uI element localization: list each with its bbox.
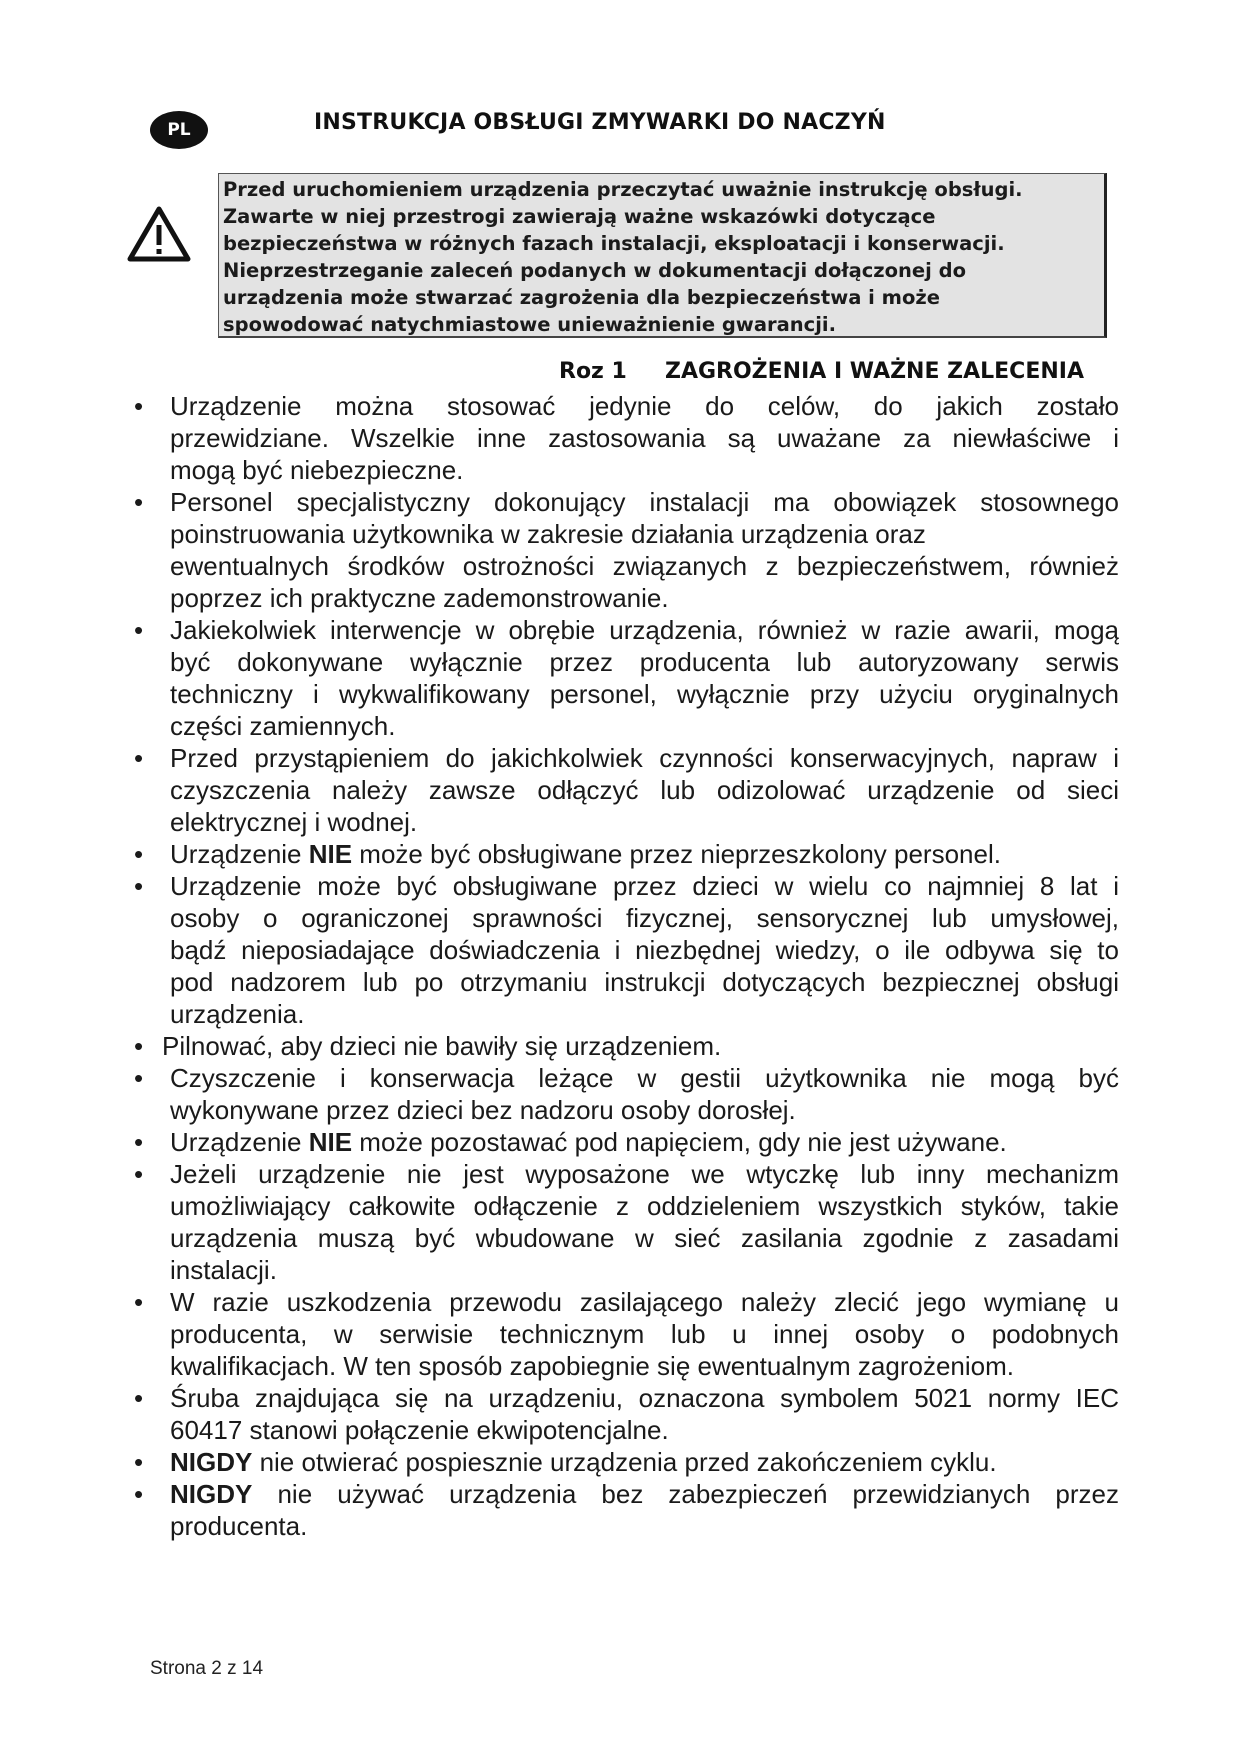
warning-triangle-icon bbox=[127, 205, 191, 263]
list-item-line: części zamiennych. bbox=[170, 711, 396, 741]
bullet-icon: • bbox=[134, 839, 144, 869]
list-item-line: Personel specjalistyczny dokonujący instalacji ma obowiązek stosownego bbox=[170, 487, 1119, 517]
chapter-heading bbox=[559, 359, 1119, 384]
list-item-line bbox=[170, 1446, 1119, 1478]
list-item-line: mogą być niebezpieczne. bbox=[170, 455, 464, 485]
document-title: INSTRUKCJA OBSŁUGI ZMYWARKI DO NACZYŃ bbox=[314, 110, 886, 135]
emphasis-text: NIGDY bbox=[170, 1447, 253, 1477]
warning-box bbox=[218, 173, 1107, 338]
bullet-icon: • bbox=[134, 487, 144, 517]
warning-line: bezpieczeństwa w różnych fazach instalacji, eksploatacji i konserwacji. bbox=[223, 232, 1005, 255]
list-item bbox=[130, 1062, 1119, 1126]
list-item-line: urządzenia. bbox=[170, 999, 305, 1029]
emphasis-text: NIE bbox=[308, 1127, 353, 1157]
warning-line: Przed uruchomieniem urządzenia przeczytać uważnie instrukcję obsługi. bbox=[223, 178, 1023, 201]
language-badge: PL bbox=[150, 111, 208, 149]
list-item-line: pod nadzorem lub po otrzymaniu instrukcji dotyczących bezpiecznej obsługi bbox=[170, 967, 1119, 997]
page-number: Strona 2 z 14 bbox=[150, 1658, 264, 1679]
list-item-line: producenta, w serwisie technicznym lub u innej osoby o podobnych bbox=[170, 1319, 1119, 1349]
warning-line: Zawarte w niej przestrogi zawierają ważne wskazówki dotyczące bbox=[223, 205, 936, 228]
list-item-line: Urządzenie może być obsługiwane przez dzieci w wielu co najmniej 8 lat i bbox=[170, 871, 1119, 901]
list-item-line: Czyszczenie i konserwacja leżące w gestii użytkownika nie mogą być bbox=[170, 1063, 1119, 1093]
list-item bbox=[130, 1030, 1119, 1062]
list-item-line: poprzez ich praktyczne zademonstrowanie. bbox=[170, 583, 669, 613]
list-item-line: urządzenia muszą być wbudowane w sieć zasilania zgodnie z zasadami bbox=[170, 1223, 1119, 1253]
bullet-icon: • bbox=[134, 1031, 144, 1061]
text-run: Urządzenie bbox=[170, 1127, 309, 1157]
warning-line: Nieprzestrzeganie zaleceń podanych w dokumentacji dołączonej do bbox=[223, 259, 966, 282]
list-item bbox=[130, 742, 1119, 838]
bullet-icon: • bbox=[134, 615, 144, 645]
text-run: Urządzenie bbox=[170, 839, 309, 869]
list-item-line: poinstruowania użytkownika w zakresie działania urządzenia oraz bbox=[170, 519, 926, 549]
list-item-line: Jakiekolwiek interwencje w obrębie urządzenia, również w razie awarii, mogą bbox=[170, 615, 1119, 645]
bullet-icon: • bbox=[134, 743, 144, 773]
list-item-line: producenta. bbox=[170, 1511, 308, 1541]
text-run: nie otwierać pospiesznie urządzenia przed zakończeniem cyklu. bbox=[252, 1447, 997, 1477]
list-item-line: Pilnować, aby dzieci nie bawiły się urządzeniem. bbox=[162, 1031, 722, 1061]
list-item bbox=[130, 1286, 1119, 1382]
text-run: może pozostawać pod napięciem, gdy nie jest używane. bbox=[352, 1127, 1007, 1157]
list-item-line: Przed przystąpieniem do jakichkolwiek czynności konserwacyjnych, napraw i bbox=[170, 743, 1119, 773]
list-item-line: Śruba znajdująca się na urządzeniu, oznaczona symbolem 5021 normy IEC bbox=[170, 1383, 1119, 1413]
list-item-line: instalacji. bbox=[170, 1255, 277, 1285]
list-item-line: elektrycznej i wodnej. bbox=[170, 807, 418, 837]
list-item-line: umożliwiający całkowite odłączenie z oddzieleniem wszystkich styków, takie bbox=[170, 1191, 1119, 1221]
list-item-line bbox=[170, 1478, 1119, 1510]
warning-line: urządzenia może stwarzać zagrożenia dla bezpieczeństwa i może bbox=[223, 286, 940, 309]
list-item-line: W razie uszkodzenia przewodu zasilającego należy zlecić jego wymianę u bbox=[170, 1287, 1119, 1317]
emphasis-text: NIGDY bbox=[170, 1479, 253, 1509]
list-item bbox=[130, 1478, 1119, 1542]
bullet-icon: • bbox=[134, 1287, 144, 1317]
list-item bbox=[130, 838, 1119, 870]
list-item-line: 60417 stanowi połączenie ekwipotencjalne. bbox=[170, 1415, 669, 1445]
list-item-line bbox=[170, 838, 1119, 870]
list-item bbox=[130, 1126, 1119, 1158]
text-run: może być obsługiwane przez nieprzeszkolony personel. bbox=[352, 839, 1001, 869]
list-item bbox=[130, 1382, 1119, 1446]
warning-line: spowodować natychmiastowe unieważnienie gwarancji. bbox=[223, 313, 836, 336]
bullet-icon: • bbox=[134, 871, 144, 901]
bullet-icon: • bbox=[134, 1383, 144, 1413]
list-item bbox=[130, 870, 1119, 1030]
chapter-number: Roz 1 bbox=[559, 359, 627, 384]
list-item-line: techniczny i wykwalifikowany personel, wyłącznie przy użyciu oryginalnych bbox=[170, 679, 1119, 709]
list-item bbox=[130, 614, 1119, 742]
bullet-icon: • bbox=[134, 391, 144, 421]
bullet-icon: • bbox=[134, 1063, 144, 1093]
bullet-icon: • bbox=[134, 1447, 144, 1477]
list-item-line: czyszczenia należy zawsze odłączyć lub odizolować urządzenie od sieci bbox=[170, 775, 1119, 805]
emphasis-text: NIE bbox=[308, 839, 353, 869]
chapter-title: ZAGROŻENIA I WAŻNE ZALECENIA bbox=[665, 359, 1084, 384]
list-item-line: Urządzenie można stosować jedynie do celów, do jakich zostało bbox=[170, 391, 1119, 421]
text-run: nie używać urządzenia bez zabezpieczeń przewidzianych przez bbox=[252, 1479, 1119, 1509]
list-item bbox=[130, 390, 1119, 486]
list-item-line: bądź nieposiadające doświadczenia i niezbędnej wiedzy, o ile odbywa się to bbox=[170, 935, 1119, 965]
bullet-icon: • bbox=[134, 1127, 144, 1157]
list-item-line: ewentualnych środków ostrożności związanych z bezpieczeństwem, również bbox=[170, 551, 1119, 581]
list-item-line: być dokonywane wyłącznie przez producenta lub autoryzowany serwis bbox=[170, 647, 1119, 677]
list-item-line: Jeżeli urządzenie nie jest wyposażone we wtyczkę lub inny mechanizm bbox=[170, 1159, 1119, 1189]
safety-list bbox=[130, 390, 1119, 1542]
list-item-line: kwalifikacjach. W ten sposób zapobiegnie się ewentualnym zagrożeniom. bbox=[170, 1351, 1014, 1381]
list-item-line: przewidziane. Wszelkie inne zastosowania są uważane za niewłaściwe i bbox=[170, 423, 1119, 453]
list-item-line: osoby o ograniczonej sprawności fizycznej, sensorycznej lub umysłowej, bbox=[170, 903, 1119, 933]
list-item bbox=[130, 486, 1119, 614]
list-item bbox=[130, 1158, 1119, 1286]
list-item-line: wykonywane przez dzieci bez nadzoru osoby dorosłej. bbox=[170, 1095, 796, 1125]
list-item bbox=[130, 1446, 1119, 1478]
bullet-icon: • bbox=[134, 1159, 144, 1189]
bullet-icon: • bbox=[134, 1479, 144, 1509]
list-item-line bbox=[170, 1126, 1119, 1158]
